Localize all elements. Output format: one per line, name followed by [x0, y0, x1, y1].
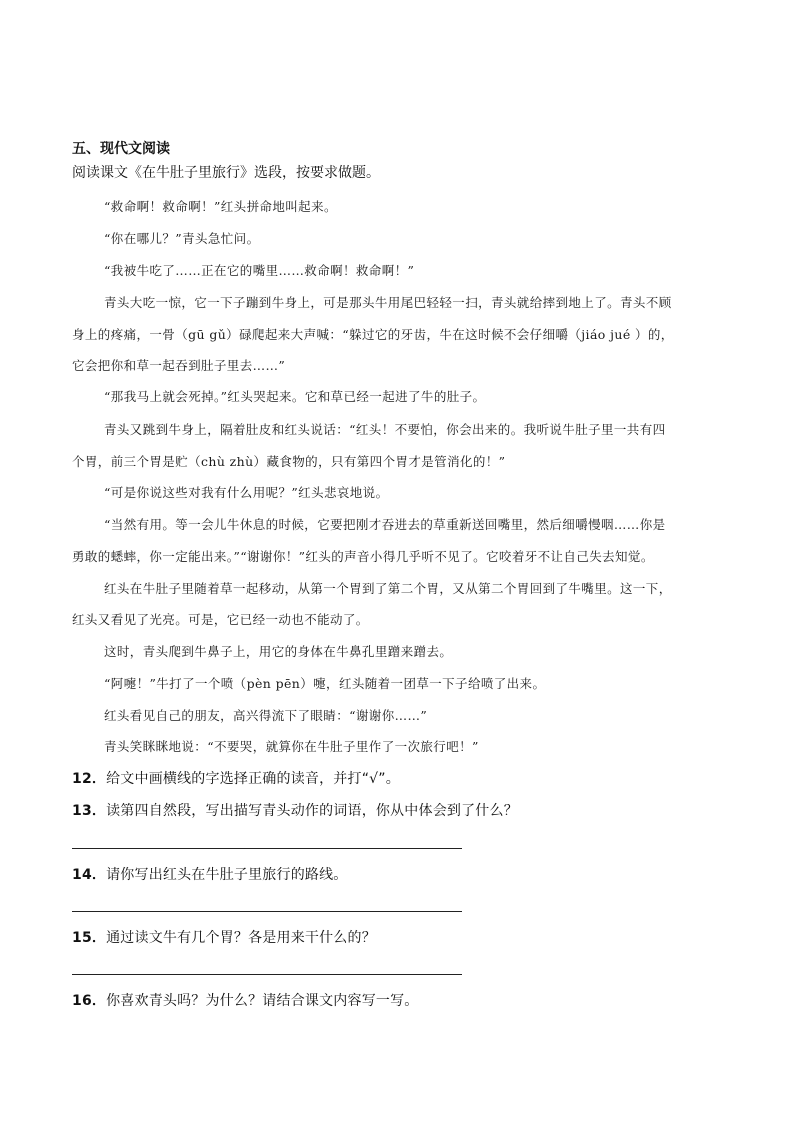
passage-line: 红头又看见了光亮。可是，它已经一动也不能动了。	[72, 612, 369, 627]
passage-line: 身上的疼痛，一骨（gū gǔ）碌爬起来大声喊：“躲过它的牙齿，牛在这时候不会仔细嚼（jiáo jué ）的，	[72, 327, 674, 342]
passage-paragraph: “可是你说这些对我有什么用呢？”红头悲哀地说。	[104, 485, 389, 500]
question-12	[72, 770, 732, 788]
section-instruction: 阅读课文《在牛肚子里旅行》选段，按要求做题。	[72, 165, 380, 181]
passage-paragraph: 红头在牛肚子里随着草一起移动，从第一个胃到了第二个胃，又从第二个胃回到了牛嘴里。这一下，	[104, 581, 672, 596]
passage-line: 勇敢的蟋蟀，你一定能出来。”“谢谢你！”红头的声音小得几乎听不见了。它咬着牙不让自己失去知觉。	[72, 549, 654, 564]
passage-paragraph: “当然有用。等一会儿牛休息的时候，它要把刚才吞进去的草重新送回嘴里，然后细嚼慢咽……你是	[104, 517, 666, 532]
passage-paragraph: “我被牛吃了……正在它的嘴里……救命啊！救命啊！”	[104, 263, 415, 278]
passage-paragraph: “救命啊！救命啊！”红头拼命地叫起来。	[104, 199, 337, 214]
question-number: 13．	[72, 803, 107, 819]
answer-line[interactable]	[72, 848, 462, 849]
question-15	[72, 929, 732, 947]
answer-line[interactable]	[72, 974, 462, 975]
passage-paragraph: “阿嚏！”牛打了一个喷（pèn pēn）嚏，红头随着一团草一下子给喷了出来。	[104, 676, 546, 691]
question-13	[72, 802, 732, 820]
passage-paragraph: 红头看见自己的朋友，高兴得流下了眼睛：“谢谢你……”	[104, 708, 428, 723]
question-text: 给文中画横线的字选择正确的读音，并打“√”。	[106, 771, 400, 787]
question-16	[72, 992, 732, 1010]
passage-paragraph: 这时，青头爬到牛鼻子上，用它的身体在牛鼻孔里蹭来蹭去。	[104, 644, 453, 659]
passage-paragraph: “你在哪儿？”青头急忙问。	[104, 231, 260, 246]
passage-paragraph: “那我马上就会死掉。”红头哭起来。它和草已经一起进了牛的肚子。	[104, 389, 486, 404]
passage-paragraph: 青头又跳到牛身上，隔着肚皮和红头说话：“红头！不要怕，你会出来的。我听说牛肚子里一共有四	[104, 422, 666, 437]
question-text: 通过读文牛有几个胃？各是用来干什么的？	[106, 930, 376, 946]
question-number: 16．	[72, 993, 107, 1009]
passage-paragraph: 青头大吃一惊，它一下子蹦到牛身上，可是那头牛用尾巴轻轻一扫，青头就给摔到地上了。青头不顾	[104, 295, 672, 310]
question-text: 请你写出红头在牛肚子里旅行的路线。	[106, 867, 348, 883]
passage-line: 个胃，前三个胃是贮（chù zhù）藏食物的，只有第四个胃才是管消化的！”	[72, 454, 506, 469]
question-number: 12．	[72, 771, 107, 787]
answer-line[interactable]	[72, 911, 462, 912]
section-title: 五、现代文阅读	[72, 141, 170, 157]
question-number: 14．	[72, 867, 107, 883]
question-number: 15．	[72, 930, 107, 946]
question-text: 你喜欢青头吗？为什么？请结合课文内容写一写。	[106, 993, 419, 1009]
passage-line: 它会把你和草一起吞到肚子里去……”	[72, 358, 286, 373]
passage-paragraph: 青头笑眯眯地说：“不要哭，就算你在牛肚子里作了一次旅行吧！”	[104, 739, 479, 754]
question-14	[72, 866, 732, 884]
question-text: 读第四自然段，写出描写青头动作的词语，你从中体会到了什么？	[106, 803, 518, 819]
